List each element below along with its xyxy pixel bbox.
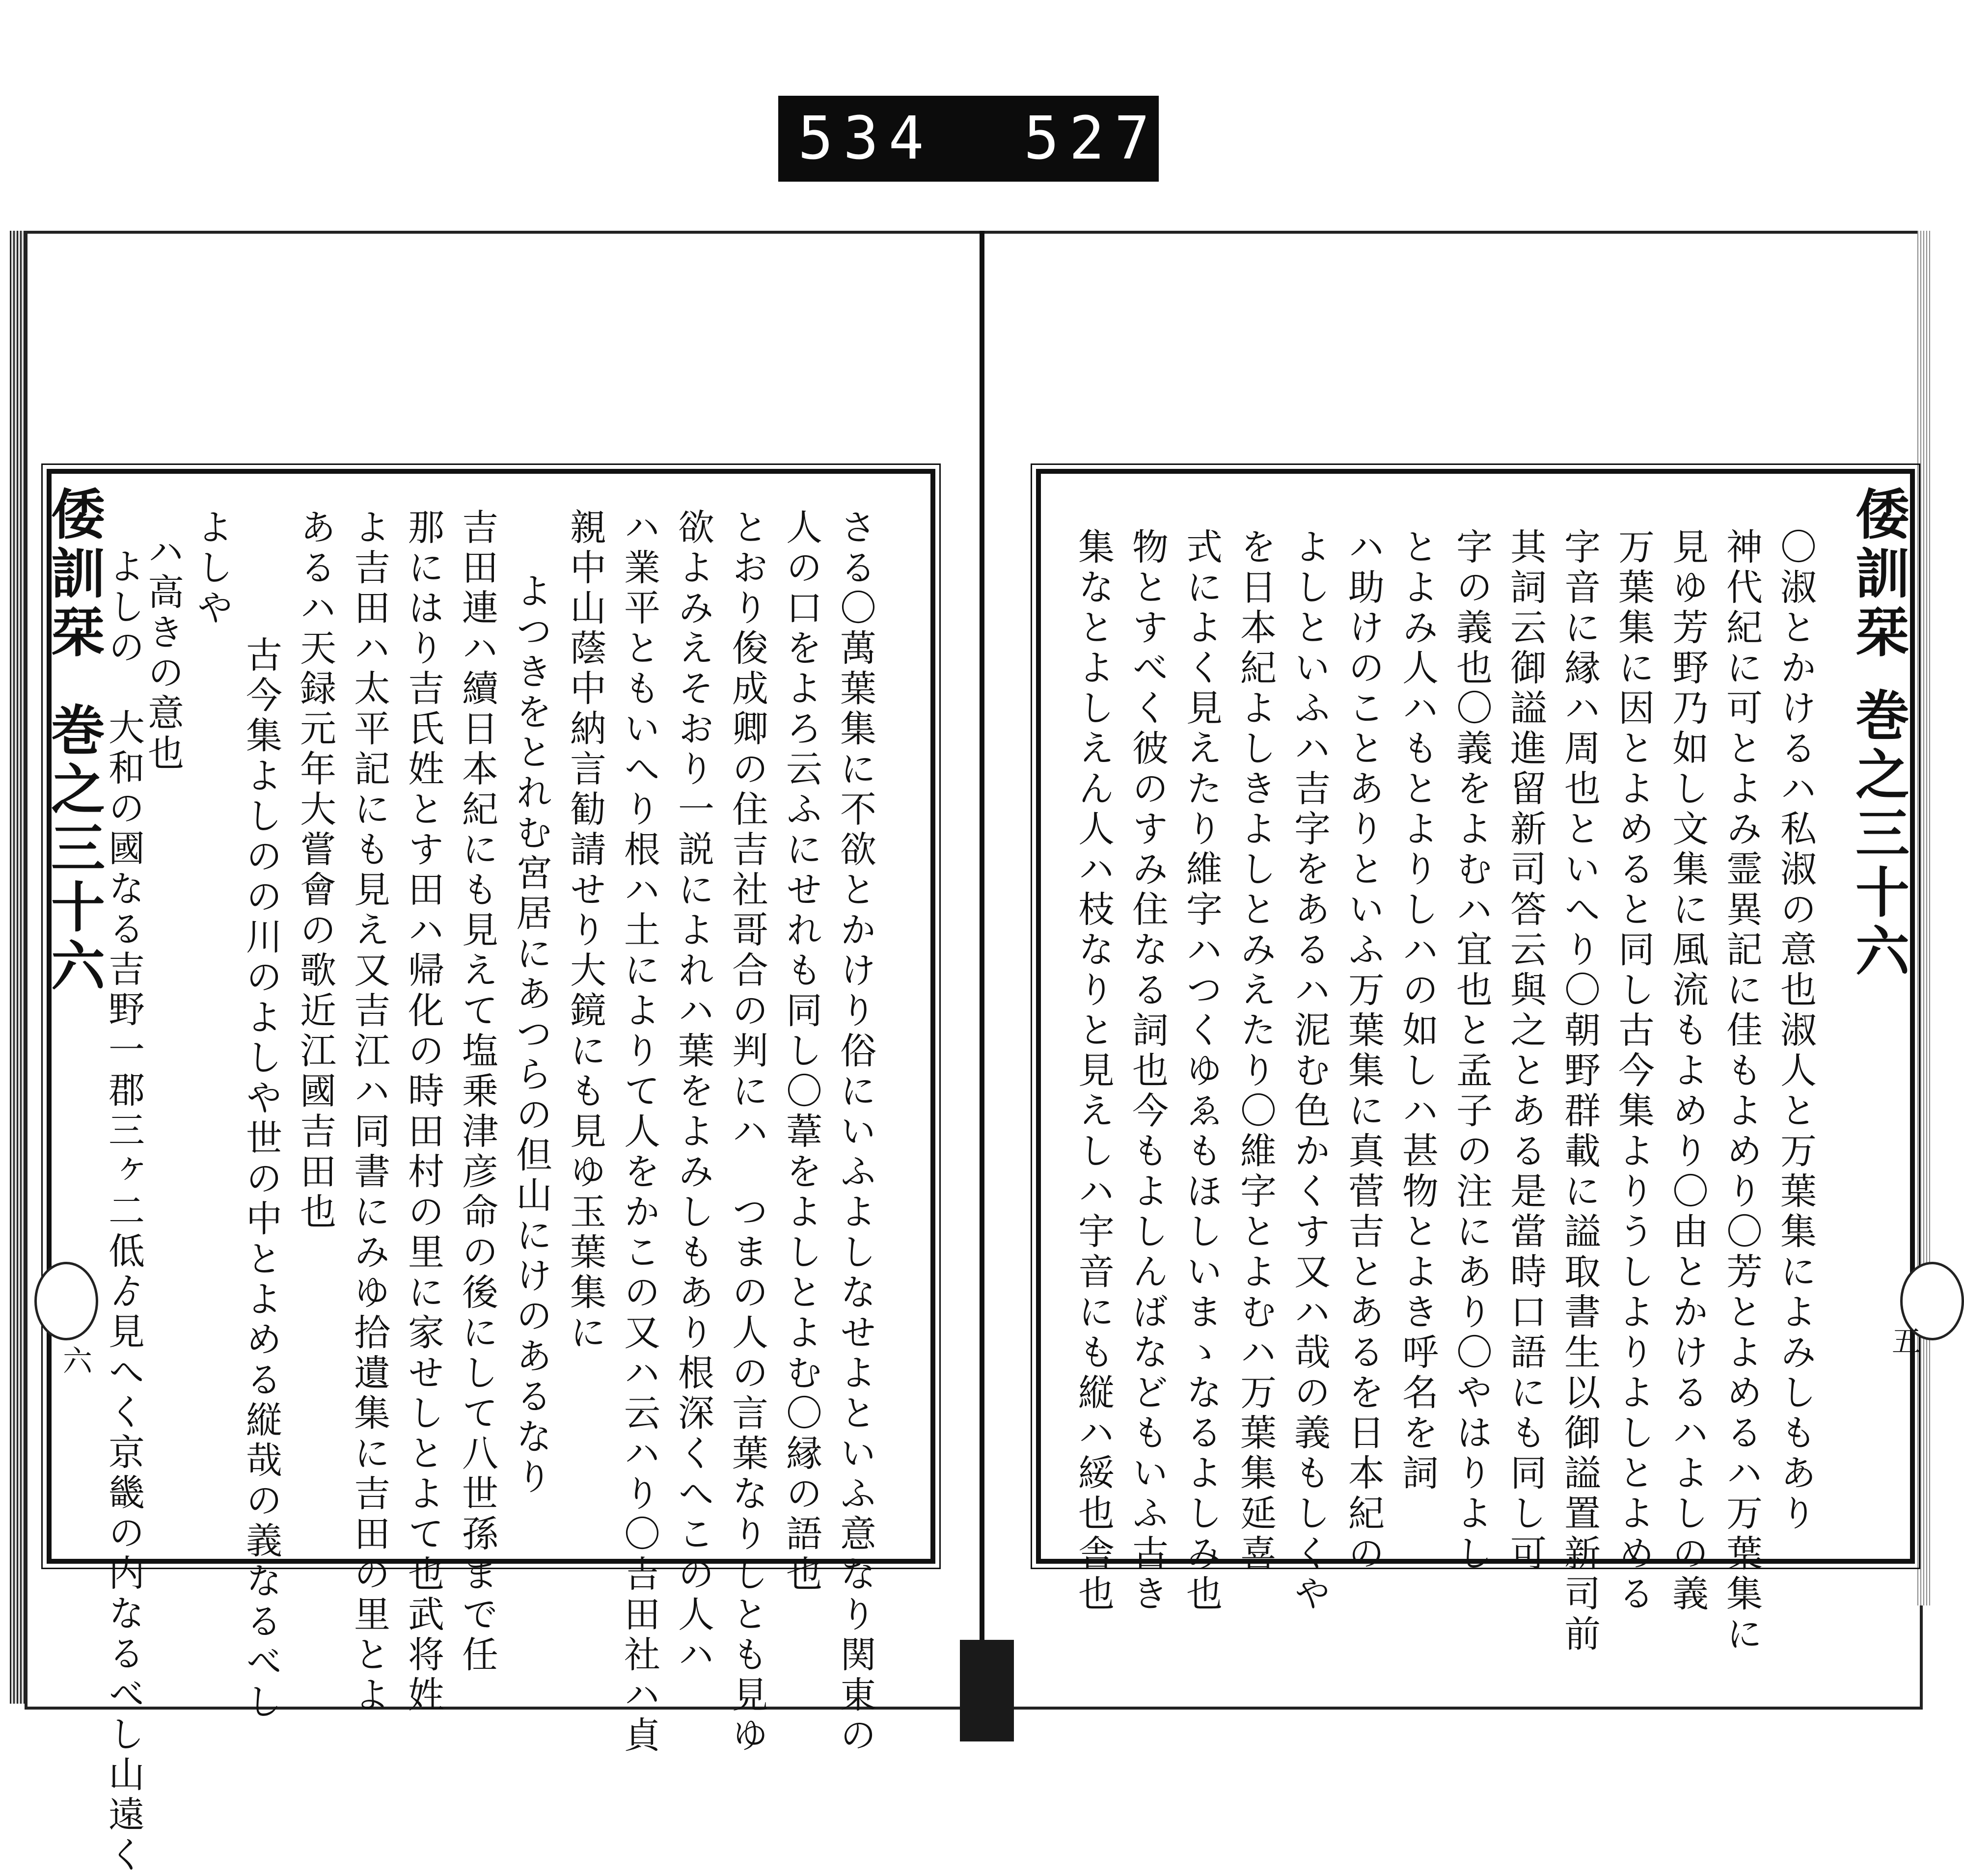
scan-number-right: 527. — [1024, 105, 1205, 173]
text-column: さる〇萬葉集に不欲とかけり俗にいふよしなせよといふ意なり関東の — [834, 508, 876, 1756]
text-column: とよみ人ハもとよりしハの如しハ甚物とよき呼名を詞 — [1396, 528, 1439, 1494]
text-column: 古今集よしのの川のよしや世の中とよめる縦哉の義なるべし — [240, 636, 282, 1723]
text-column: よつきをとれむ宮居にあつらの但山にけのあるなり — [510, 572, 552, 1498]
text-column: 人の口をよろ云ふにせれも同し〇葦をよしとよむ〇縁の語也 — [780, 508, 822, 1595]
text-column: 万葉集に因とよめると同し古今集よりうしよりよしとよめる — [1612, 528, 1655, 1615]
right-text-frame — [1036, 469, 1915, 1655]
text-column: ハ業平ともいへり根ハ土によりて人をかこの又ハ云ハり〇吉田社ハ貞 — [618, 508, 660, 1756]
text-column: 字の義也〇義をよむハ宜也と孟子の注にあり〇やはりよし — [1450, 528, 1493, 1575]
text-column: 物とすべく彼のすみ住なる詞也今もよしんばなどもいふ古き — [1126, 528, 1169, 1615]
text-column: よしの 大和の國なる吉野一郡三ヶ二低ゟ見へく京畿の内なるべし山遠く — [103, 547, 145, 1876]
left-text-frame — [47, 469, 935, 1876]
left-page-volume: 巻之三十六 — [42, 702, 106, 997]
right-page-title: 倭訓栞 — [1847, 486, 1910, 663]
book-gutter — [980, 231, 984, 1699]
text-column: 那にはり吉氏姓とす田ハ帰化の時田村の里に家せしとよて也武将姓 — [402, 508, 444, 1716]
text-column: 欲よみえそおり一説によれハ葉をよみしもあり根深くへこの人ハ — [672, 508, 714, 1676]
text-column: ハ高きの意也 — [142, 533, 184, 774]
page-fore-edge — [1917, 231, 1932, 1605]
text-column: とおり俊成卿の住吉社哥合の判にハ つまの人の言葉なりしとも見ゆ — [726, 508, 768, 1756]
text-column: 字音に縁ハ周也といへり〇朝野群載に謚取書生以御謚置新司前 — [1558, 528, 1601, 1655]
text-column: 吉田連ハ續日本紀にも見えて塩乗津彦命の後にして八世孫まで任 — [456, 508, 498, 1676]
scan-number-left: 534 — [798, 105, 934, 173]
text-column: 集なとよしえん人ハ枝なりと見えしハ宇音にも縦ハ綏也舎也 — [1072, 528, 1115, 1615]
right-page-volume: 巻之三十六 — [1847, 687, 1910, 982]
text-column: よしや — [191, 508, 233, 629]
text-column: を日本紀よしきよしとみえたり〇維字とよむハ万葉集延喜 — [1234, 528, 1277, 1575]
text-column: 其詞云御謚進留新司答云與之とある是當時口語にも同し可 — [1504, 528, 1547, 1575]
text-column: 見ゆ芳野乃如し文集に風流もよめり〇由とかけるハよしの義 — [1666, 528, 1709, 1615]
text-column: よしといふハ吉字をあるハ泥む色かくす又ハ哉の義もしくや — [1288, 528, 1331, 1615]
text-column: 式によく見えたり維字ハつくゆゑもほしいまゝなるよしみ也 — [1180, 528, 1223, 1615]
scan-number-label — [778, 96, 1205, 182]
left-thumb-hole — [34, 1262, 98, 1340]
left-page-folio: 六 — [58, 1345, 92, 1375]
text-column: ハ助けのことありといふ万葉集に真菅吉とあるを日本紀の — [1342, 528, 1385, 1575]
text-column: よ吉田ハ太平記にも見え又吉江ハ同書にみゆ拾遺集に吉田の里とよ — [348, 508, 390, 1716]
text-column: 〇淑とかけるハ私淑の意也淑人と万葉集によみしもあり — [1774, 528, 1817, 1534]
text-column: 神代紀に可とよみ霊異記に佳もよめり〇芳とよめるハ万葉集に — [1720, 528, 1763, 1655]
gutter-binding-block — [960, 1640, 1014, 1741]
left-page-title: 倭訓栞 — [42, 486, 106, 663]
right-page-folio: 五 — [1887, 1326, 1921, 1355]
text-column: あるハ天録元年大嘗會の歌近江國吉田也 — [294, 508, 336, 1233]
text-column: 親中山蔭中納言勧請せり大鏡にも見ゆ玉葉集に — [564, 508, 606, 1354]
